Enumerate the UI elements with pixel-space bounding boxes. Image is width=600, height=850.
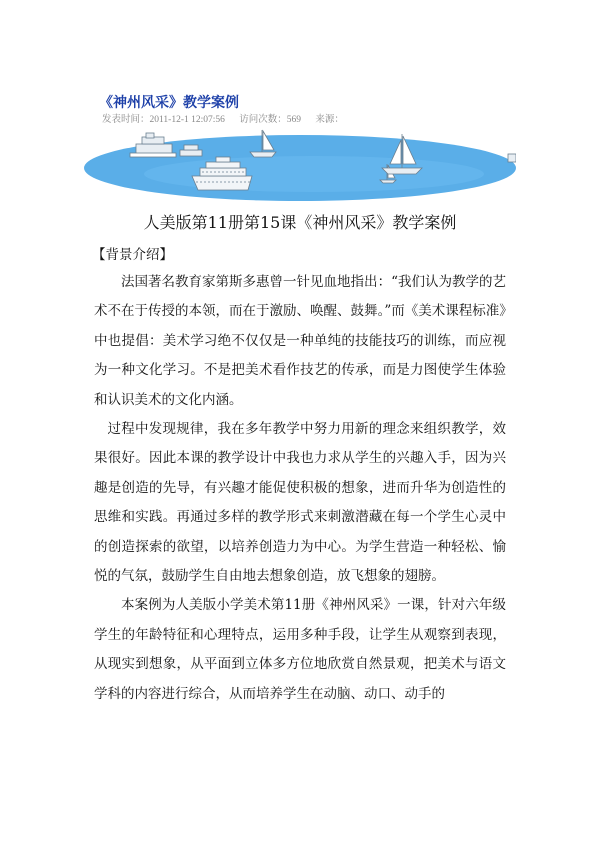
- paragraph-1: 法国著名教育家第斯多惠曾一针见血地指出：“我们认为教学的艺术不在于传授的本领，而在于激励、唤醒、鼓舞。”而《美术课程标准》中也提倡：美术学习绝不仅仅是一种单纯的技能技巧的训练，而应视为一种文化学习。不是把美术看作技艺的传承，而是力图使学生体验和认识美术的文化内涵。: [94, 274, 506, 408]
- document-body: [94, 268, 506, 709]
- paragraph-2: 过程中发现规律，我在多年教学中努力用新的理念来组织教学，效果很好。因此本课的教学设计中我也力求从学生的兴趣入手，因为兴趣是创造的先导，有兴趣才能促使积极的想象，进而升华为创造性的思维和实践。再通过多样的教学形式来刺激潜藏在每一个学生心灵中的创造探索的欲望，以培养创造力为中心。为学生营造一种轻松、愉悦的气氛，鼓励学生自由地去想象创造，放飞想象的翅膀。: [94, 421, 506, 585]
- posted-value: 2011-12-1 12:07:56: [149, 115, 225, 125]
- source-label: 来源：: [315, 115, 344, 125]
- views-label: 访问次数：: [239, 115, 287, 125]
- views-value: 569: [286, 115, 302, 125]
- section-heading: 【背景介绍】: [92, 247, 173, 263]
- edge-boat: [508, 154, 516, 162]
- article-title[interactable]: 《神州风采》教学案例: [99, 95, 239, 111]
- sea-boats-illustration: [84, 124, 516, 202]
- paragraph-3: 本案例为人美版小学美术第11册《神州风采》一课，针对六年级学生的年龄特征和心理特点，运用多种手段，让学生从观察到表现，从现实到想象，从平面到立体多方位地欣赏自然景观，把美术与语文学科的内容进行综合，从而培养学生在动脑、动口、动手的: [94, 597, 506, 702]
- boat-group-left: [130, 133, 202, 157]
- document-title: 人美版第11册第15课《神州风采》教学案例: [143, 213, 457, 232]
- article-meta: [102, 111, 356, 125]
- posted-label: 发表时间：: [102, 115, 150, 125]
